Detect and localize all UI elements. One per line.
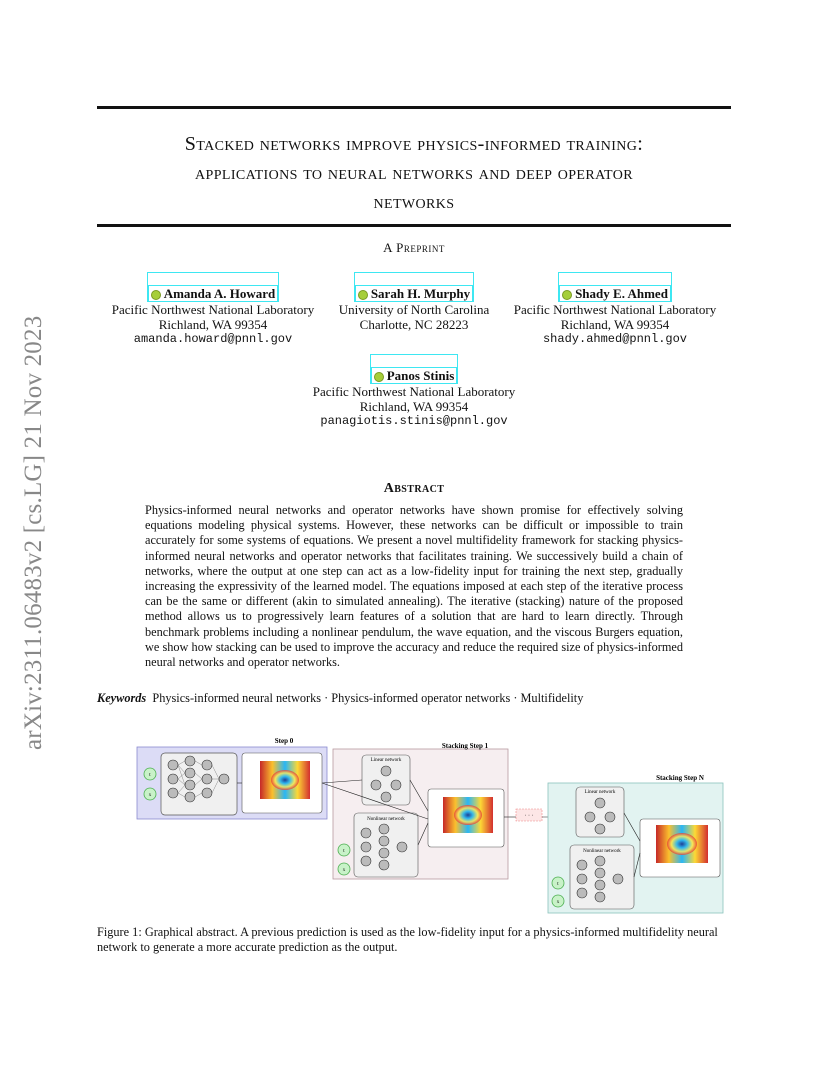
author-email[interactable]: panagiotis.stinis@pnnl.gov [320, 414, 508, 428]
step0-label: Step 0 [274, 737, 294, 745]
abstract-heading: Abstract [383, 481, 445, 496]
keywords-label: Keywords [97, 691, 147, 705]
author-affiliation: Pacific Northwest National Laboratory [312, 384, 516, 399]
author-location: Charlotte, NC 28223 [359, 317, 469, 332]
input-t-label: t [149, 773, 151, 778]
graphical-abstract-figure [136, 733, 726, 915]
author-email[interactable]: amanda.howard@pnnl.gov [133, 332, 293, 346]
step1-label: Stacking Step 1 [441, 742, 489, 750]
paper-title [97, 130, 731, 217]
ellipsis-label: · · · [524, 813, 534, 819]
preprint-label: A Preprint [383, 240, 445, 255]
svg-text:Linear network: Linear network [584, 790, 616, 795]
figure-caption: Figure 1: Graphical abstract. A previous prediction is used as the low-fidelity input for a physics-informed multifidelity neural network to generate a more accurate prediction as the output. [97, 925, 718, 955]
nonlinear-network-label: Nonlinear network [367, 817, 405, 822]
author-name-link[interactable]: Amanda A. Howard [148, 285, 279, 302]
stepN-label: Stacking Step N [656, 774, 704, 782]
author-location: Richland, WA 99354 [560, 317, 670, 332]
title-line-3: networks [373, 191, 455, 213]
svg-text:t: t [557, 882, 559, 887]
svg-text:x: x [342, 868, 346, 873]
author-1 [100, 285, 326, 347]
arxiv-stamp[interactable]: arXiv:2311.06483v2 [cs.LG] 21 Nov 2023 [20, 315, 47, 750]
bottom-rule [97, 224, 731, 227]
svg-text:t: t [343, 849, 345, 854]
keywords [97, 691, 583, 706]
author-email[interactable]: shady.ahmed@pnnl.gov [542, 332, 688, 346]
title-line-1: Stacked networks improve physics-informed training: [184, 133, 644, 155]
top-rule [97, 106, 731, 109]
title-line-2: applications to neural networks and deep operator [195, 162, 633, 184]
keywords-list: Physics-informed neural networks · Physics-informed operator networks · Multifidelity [152, 691, 584, 705]
author-affiliation: Pacific Northwest National Laboratory [513, 302, 717, 317]
author-name-link[interactable]: Panos Stinis [371, 367, 458, 384]
author-name-link[interactable]: Sarah H. Murphy [355, 285, 473, 302]
author-location: Richland, WA 99354 [158, 317, 268, 332]
input-x-label: x [148, 793, 152, 798]
author-3 [502, 285, 728, 347]
svg-text:Nonlinear network: Nonlinear network [583, 849, 621, 854]
author-affiliation: University of North Carolina [338, 302, 490, 317]
linear-network-label: Linear network [370, 758, 402, 763]
svg-text:x: x [556, 900, 560, 905]
author-affiliation: Pacific Northwest National Laboratory [111, 302, 315, 317]
author-location: Richland, WA 99354 [359, 399, 469, 414]
abstract-text: Physics-informed neural networks and operator networks have shown promise for effectively solving equations modeling physical systems. However, these networks can be difficult or impossible to train accurately for some systems of equations. We present a novel multifidelity framework for stacking physics-informed neural networks and operator networks that facilitates training. We successively build a chain of networks, where the output at one step can act as a low-fidelity input for training the next step, gradually increasing the expressivity of the learned model. The equations imposed at each step of the iterative process can be the same or different (akin to simulated annealing). The iterative (stacking) nature of the proposed method allows us to progressively learn features of a solution that are hard to learn directly. Through benchmark problems including a nonlinear pendulum, the wave equation, and the viscous Burgers equation, we show how stacking can be used to improve the accuracy and reduce the required size of physics-informed neural networks and operator networks. [145, 503, 683, 670]
author-name-link[interactable]: Shady E. Ahmed [559, 285, 671, 302]
author-2 [320, 285, 508, 332]
author-4 [300, 367, 528, 429]
